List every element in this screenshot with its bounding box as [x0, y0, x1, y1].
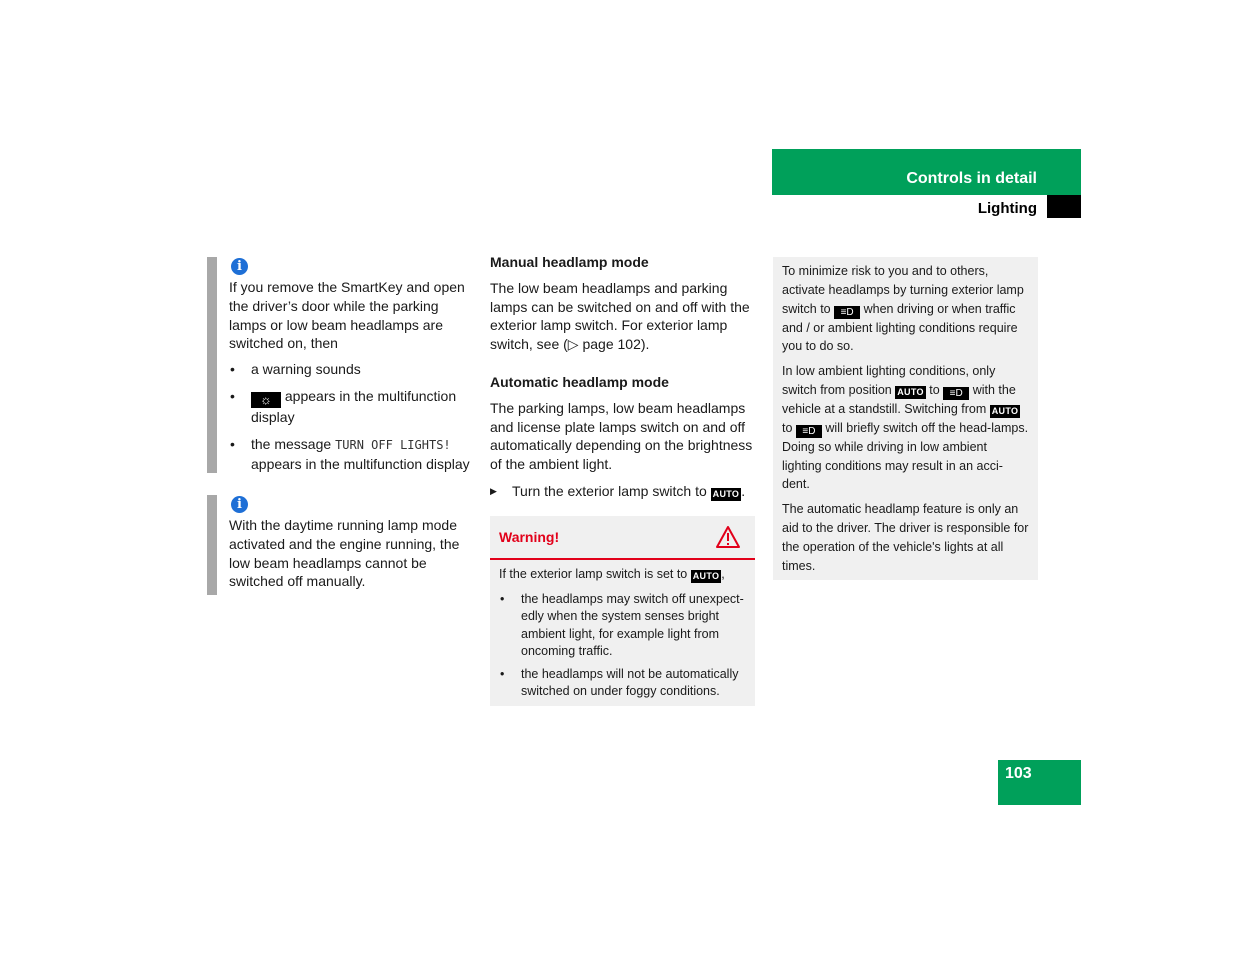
info-intro: If you remove the SmartKey and open the driver’s door while the parking lamps or low beam headlamps are switched on, then	[229, 279, 465, 352]
text-span: with the vehicle at a standstill. Switching from	[782, 382, 1016, 416]
warning-triangle-icon	[715, 525, 741, 549]
bullet-text: the message	[251, 435, 332, 452]
info-box-daytime	[207, 495, 475, 595]
info-box-smartkey	[207, 257, 475, 473]
right-paragraph-3: The automatic headlamp feature is only an aid to the driver. The driver is responsible for the operation of the vehicle's lights at all times.	[782, 502, 1029, 573]
page-number: 103	[1005, 765, 1032, 782]
info-bar	[207, 495, 217, 595]
warning-intro-text: If the exterior lamp switch is set to	[499, 567, 688, 581]
automatic-heading: Automatic headlamp mode	[490, 374, 669, 390]
manual-heading: Manual headlamp mode	[490, 254, 649, 270]
warning-intro	[499, 566, 747, 583]
bullet-text: a warning sounds	[251, 361, 361, 378]
section-header	[772, 149, 1081, 195]
bullet-text: appears in the multifunction display	[251, 455, 470, 472]
text-span: In low ambient lighting conditions, only switch from position	[782, 364, 996, 397]
header-tab-marker	[1047, 195, 1081, 218]
instruction-step	[490, 482, 756, 501]
right-paragraph-2	[782, 362, 1030, 494]
info-bar	[207, 257, 217, 473]
warning-header	[490, 516, 755, 560]
manual-text: The low beam headlamps and parking lamps can be switched on and off with the exterior lamp switch. For exterior lamp switch, see (▷ page 102).	[490, 279, 750, 353]
display-message: TURN OFF LIGHTS!	[335, 437, 451, 452]
warning-title: Warning!	[499, 529, 560, 545]
warning-body	[499, 566, 747, 706]
info-box-body	[229, 494, 475, 591]
subsection-header	[772, 195, 1081, 218]
info-icon: i	[231, 258, 248, 275]
low-beam-icon: ≡D	[796, 425, 822, 438]
auto-switch-icon: AUTO	[897, 386, 924, 397]
auto-switch-icon: AUTO	[692, 571, 720, 581]
info-box-body	[229, 256, 475, 481]
info-bullet-list	[229, 360, 475, 473]
warning-intro-end: ,	[721, 567, 725, 581]
list-item	[229, 435, 475, 474]
auto-switch-icon: AUTO	[991, 405, 1019, 416]
text-span: To minimize risk to you and to others, activate headlamps by turning exterior lamp switch to	[782, 264, 1024, 316]
list-item	[499, 591, 747, 660]
step-end: .	[741, 482, 746, 499]
text-span: will briefly switch off the head-lamps. Doing so while driving in low ambient lighting conditions may result in an acci-dent.	[782, 420, 1029, 492]
right-box-body	[782, 262, 1030, 581]
right-warning-box	[773, 257, 1038, 580]
right-paragraph-1	[782, 262, 1030, 356]
automatic-section	[490, 373, 756, 501]
info-text: With the daytime running lamp mode activated and the engine running, the low beam headlamps cannot be switched off manually.	[229, 517, 460, 590]
text-span: when driving or when traffic and / or ambient lighting conditions require you to do so.	[782, 301, 1018, 354]
info-icon: i	[231, 496, 248, 513]
warning-box	[490, 516, 755, 706]
warning-bullet-list	[499, 591, 747, 700]
list-item	[499, 666, 747, 700]
lamp-sun-icon: ☼	[251, 392, 281, 408]
section-title: Controls in detail	[906, 170, 1037, 187]
list-item	[229, 360, 475, 379]
list-item	[229, 387, 475, 427]
low-beam-icon: ≡D	[834, 306, 860, 319]
automatic-text: The parking lamps, low beam headlamps and license plate lamps switch on and off automatically depending on the brightness of the ambient light.	[490, 399, 753, 473]
bullet-text: the headlamps will not be automatically switched on under foggy conditions.	[521, 667, 739, 699]
manual-section	[490, 253, 756, 354]
step-text: Turn the exterior lamp switch to	[512, 482, 707, 499]
subsection-title: Lighting	[977, 200, 1037, 217]
text-span: to	[782, 420, 793, 435]
auto-switch-icon: AUTO	[712, 488, 740, 499]
bullet-text: the headlamps may switch off unexpect-edly when the system senses bright ambient light, for example light from oncoming traffic.	[521, 592, 744, 658]
page-number-tab	[998, 760, 1081, 805]
low-beam-icon: ≡D	[943, 387, 969, 400]
text-span: to	[929, 382, 940, 397]
bullet-text: appears in the multifunction display	[251, 387, 457, 425]
